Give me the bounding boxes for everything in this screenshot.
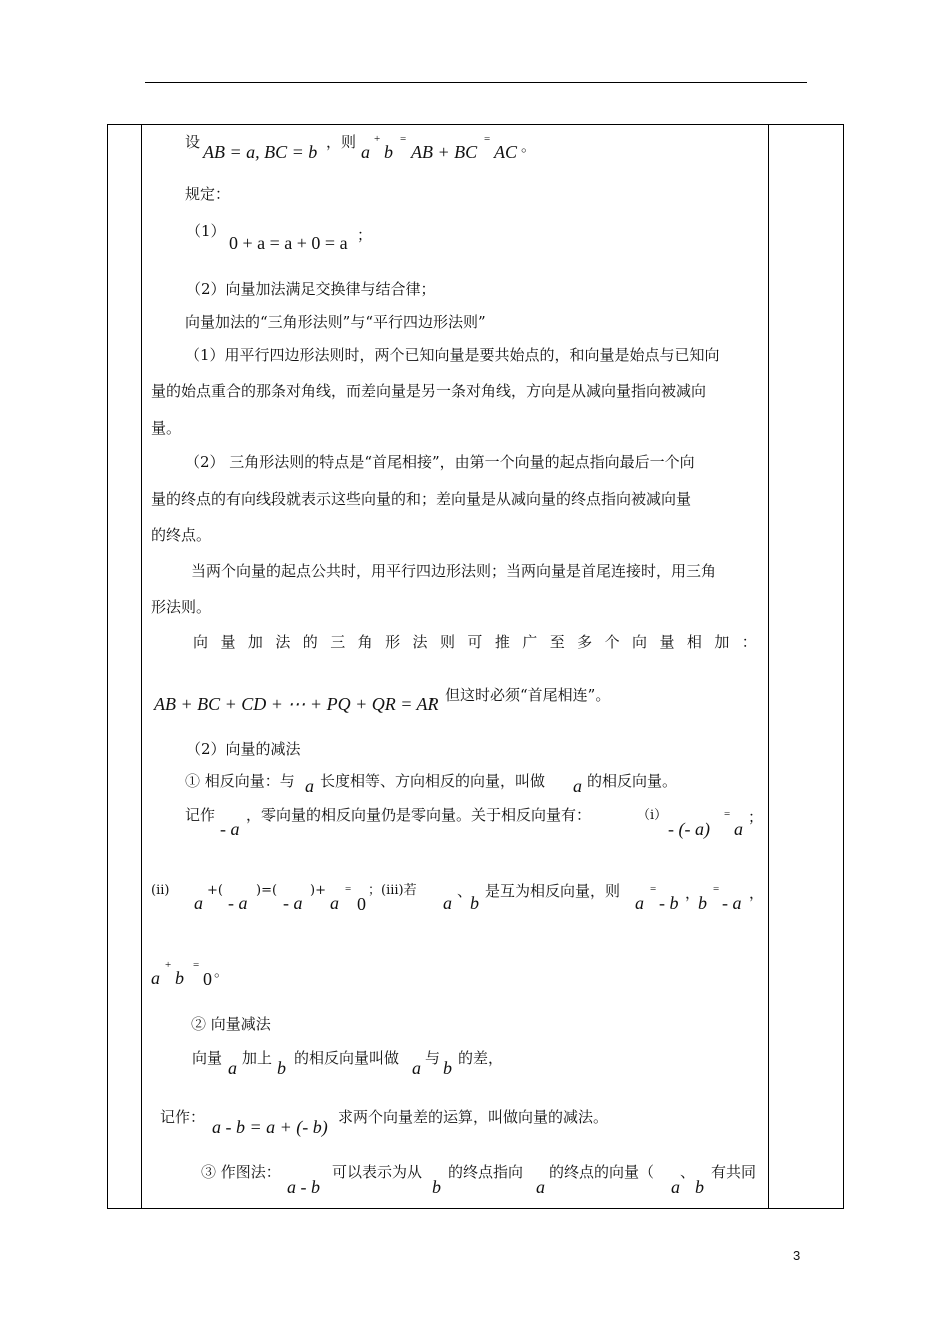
para4-tail: ，但这时必须“首尾相连”。 xyxy=(430,686,611,704)
header-rule xyxy=(145,82,807,83)
spaced-char: 法 xyxy=(412,633,428,651)
math-a: a xyxy=(635,893,644,913)
math-a: a xyxy=(151,968,160,988)
spaced-char: 量 xyxy=(220,633,236,651)
text-period: 。 xyxy=(521,137,537,155)
op-eq: = xyxy=(193,959,200,971)
opposite-mid: 长度相等、方向相反的向量，叫做 xyxy=(320,772,546,790)
text-she: 设 xyxy=(185,133,201,151)
math-zero: 0 xyxy=(357,894,366,914)
math-ab-plus-bc: AB + BC xyxy=(411,142,478,162)
draw-end: 有共同 xyxy=(711,1163,757,1181)
text-plus-paren: +( xyxy=(207,883,223,898)
spaced-char: 角 xyxy=(357,633,373,651)
math-neg-a: - a xyxy=(283,893,303,913)
rule1-number: （1） xyxy=(186,222,226,240)
iii-label: ；(iii)若 xyxy=(368,883,417,898)
op-eq: = xyxy=(400,133,407,145)
text-close-plus: )+ xyxy=(310,883,326,898)
page-number: 3 xyxy=(793,1248,801,1263)
para2-line3: 的终点。 xyxy=(151,526,212,544)
math-a: a xyxy=(228,1058,237,1078)
op-eq: = xyxy=(345,883,352,895)
spaced-char: 向 xyxy=(632,633,648,651)
opposite-pre: ① 相反向量：与 xyxy=(185,772,295,790)
note-i-label: （i） xyxy=(637,808,668,823)
note2-end: 求两个向量差的运算，叫做向量的减法。 xyxy=(338,1108,609,1126)
spaced-char: 的 xyxy=(302,633,318,651)
subtraction-subtitle: ② 向量减法 xyxy=(191,1015,271,1033)
math-b: b xyxy=(175,968,184,988)
math-a: a xyxy=(536,1177,545,1197)
math-b: b xyxy=(695,1177,704,1197)
def-yu: 与 xyxy=(425,1049,441,1067)
math-b: b xyxy=(443,1058,452,1078)
text-guiding: 规定： xyxy=(185,185,231,203)
note-mid: ，零向量的相反向量仍是零向量。关于相反向量有： xyxy=(246,806,592,824)
spaced-char: 相 xyxy=(686,633,702,651)
math-b: b xyxy=(470,893,479,913)
para2-line2: 量的终点的有向线段就表示这些向量的和；差向量是从减向量的终点指向被减向量 xyxy=(151,490,692,508)
para3-line2: 形法则。 xyxy=(151,598,212,616)
para4-spaced-line xyxy=(193,633,757,651)
op-eq: = xyxy=(713,883,720,895)
rule2-text: （2）向量加法满足交换律与结合律； xyxy=(186,280,436,298)
op-eq: = xyxy=(650,883,657,895)
spaced-char: 则 xyxy=(439,633,455,651)
table-column-divider-right xyxy=(768,124,769,1209)
math-a-minus-b: a - b = a + (- b) xyxy=(212,1117,328,1137)
draw-mid2: 的终点指向 xyxy=(448,1163,524,1181)
math-a: a xyxy=(194,893,203,913)
text-period: 。 xyxy=(214,962,230,980)
math-neg-a: - a xyxy=(220,819,240,839)
spaced-char: 至 xyxy=(549,633,565,651)
text-semicolon: ； xyxy=(748,808,764,826)
math-rule1: 0 + a = a + 0 = a xyxy=(229,233,348,253)
para1-line2: 量的始点重合的那条对角线，而差向量是另一条对角线，方向是从减向量指向被减向 xyxy=(151,382,707,400)
math-b: b xyxy=(384,142,393,162)
def-end: 的差， xyxy=(458,1049,504,1067)
spaced-char: 法 xyxy=(275,633,291,651)
math-ab-bc-def: AB = a, BC = b xyxy=(203,142,318,162)
note-pre: 记作 xyxy=(185,806,216,824)
math-neg-a: - a xyxy=(722,893,742,913)
math-b: b xyxy=(698,893,707,913)
spaced-char: 加 xyxy=(247,633,263,651)
text-semicolon: ； xyxy=(357,226,373,244)
math-b: b xyxy=(277,1058,286,1078)
ii-label: (ii) xyxy=(151,883,170,898)
spaced-char: ： xyxy=(741,633,757,651)
subtraction-title: （2）向量的减法 xyxy=(186,740,301,758)
math-a: a xyxy=(330,893,339,913)
text-sep: 、 xyxy=(457,882,473,900)
math-a: a xyxy=(305,776,314,796)
text-close-eq: )=( xyxy=(256,883,278,898)
math-zero: 0 xyxy=(203,969,212,989)
math-a: a xyxy=(443,893,452,913)
para2-line1: （2） 三角形法则的特点是“首尾相接”，由第一个向量的起点指向最后一个向 xyxy=(185,453,695,471)
math-a: a xyxy=(412,1058,421,1078)
table-column-divider-left xyxy=(141,124,142,1209)
math-a: a xyxy=(361,142,370,162)
def-mid1: 加上 xyxy=(242,1049,273,1067)
spaced-char: 三 xyxy=(330,633,346,651)
spaced-char: 广 xyxy=(522,633,538,651)
op-eq: = xyxy=(724,808,731,820)
text-sep: 、 xyxy=(680,1163,696,1181)
math-neg-b: - b xyxy=(659,893,679,913)
math-a: a xyxy=(734,819,743,839)
math-a-minus-b: a - b xyxy=(287,1177,320,1197)
draw-pre: ③ 作图法： xyxy=(201,1163,281,1181)
draw-mid1: 可以表示为从 xyxy=(332,1163,423,1181)
op-plus: + xyxy=(374,133,381,145)
math-b: b xyxy=(432,1177,441,1197)
def-pre: 向量 xyxy=(192,1049,223,1067)
op-plus: + xyxy=(165,959,172,971)
math-a: a xyxy=(573,776,582,796)
iii-mid: 是互为相反向量，则 xyxy=(485,882,621,900)
text-comma: ， xyxy=(749,884,765,902)
spaced-char: 多 xyxy=(577,633,593,651)
op-eq: = xyxy=(484,133,491,145)
math-ac: AC xyxy=(494,142,518,162)
spaced-char: 可 xyxy=(467,633,483,651)
def-mid2: 的相反向量叫做 xyxy=(294,1049,400,1067)
note2-pre: 记作： xyxy=(160,1108,206,1126)
spaced-char: 个 xyxy=(604,633,620,651)
rules-title: 向量加法的“三角形法则”与“平行四边形法则” xyxy=(185,313,486,331)
spaced-char: 推 xyxy=(494,633,510,651)
spaced-char: 形 xyxy=(385,633,401,651)
spaced-char: 加 xyxy=(714,633,730,651)
para3-line1: 当两个向量的起点公共时，用平行四边形法则；当两向量是首尾连接时，用三角 xyxy=(191,562,717,580)
math-vector-chain: AB + BC + CD + ⋯ + PQ + QR = AR xyxy=(154,694,439,714)
spaced-char: 量 xyxy=(659,633,675,651)
text-ze: ，则 xyxy=(326,133,357,151)
opposite-end: 的相反向量。 xyxy=(587,772,678,790)
draw-mid3: 的终点的向量（ xyxy=(549,1163,655,1181)
text-comma: ， xyxy=(685,884,701,902)
spaced-char: 向 xyxy=(193,633,209,651)
math-neg-a: - a xyxy=(228,893,248,913)
math-neg-neg-a: - (- a) xyxy=(668,819,710,839)
math-a: a xyxy=(671,1177,680,1197)
para1-line1: （1）用平行四边形法则时，两个已知向量是要共始点的，和向量是始点与已知向 xyxy=(185,346,720,364)
para1-line3: 量。 xyxy=(151,419,182,437)
